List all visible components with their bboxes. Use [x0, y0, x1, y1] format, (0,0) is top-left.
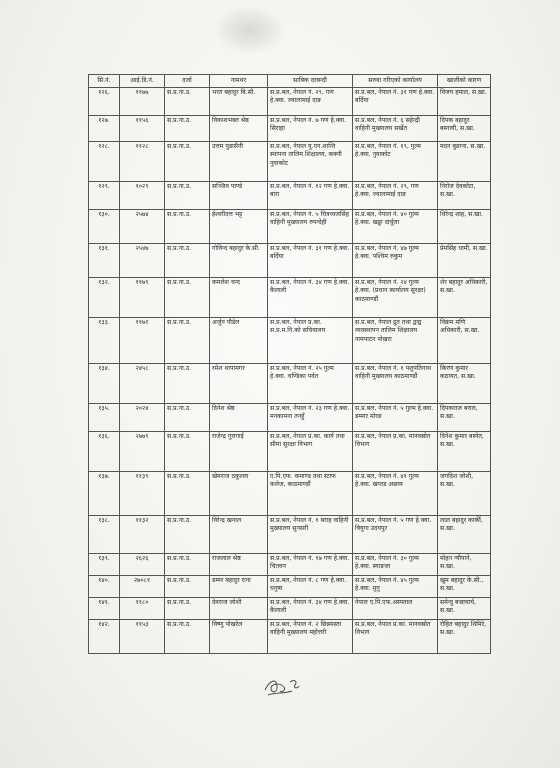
row-name: सञ्जिव पाण्डे	[210, 182, 268, 210]
row-previous-post: स.प्र.बल, नेपाल नं. २९, गण हे.क्वा. ज्वालामाई दाङ	[268, 88, 353, 116]
signature-mark	[262, 674, 302, 700]
row-transferred-office: स.प्र.बल, नेपाल नं. १९, गुल्म हे.क्वा. नुवाकोट	[353, 142, 438, 182]
row-serial: १३९.	[89, 554, 120, 576]
row-serial: १४२.	[89, 620, 120, 654]
row-serial: १३३.	[89, 318, 120, 364]
row-transferred-office: स.प्र.बल, नेपाल नं. ४१ गुल्म हे.क्वा. खप्तड अछाम	[353, 472, 438, 516]
row-previous-post: स.प्र.बल, नेपाल नं. १ बराह वाहिनी मुख्यालय सुनसरी	[268, 516, 353, 554]
row-rank: स.प्र.ना.उ.	[165, 598, 210, 620]
table-row	[89, 210, 491, 244]
row-previous-post: स.प्र.बल, नेपाल नं. १२ गण हे.क्वा. बारा	[268, 182, 353, 210]
row-id: ११८०	[120, 598, 165, 620]
row-rank: स.प्र.ना.उ.	[165, 364, 210, 404]
row-name: विकाशभक्त श्रेष्ठ	[210, 116, 268, 142]
row-rank: स.प्र.ना.उ.	[165, 182, 210, 210]
row-vacancy-reason: दिपकराज बराल, स.खा.	[438, 404, 491, 432]
row-previous-post: स.प्र.बल, नेपाल नं. ३४ गण हे.क्वा. कैलाली	[268, 278, 353, 318]
row-previous-post: स.प्र.बल, नेपाल नं. २३ गण हे.क्वा. मनकामना तनहुँ	[268, 404, 353, 432]
row-rank: स.प्र.ना.उ.	[165, 210, 210, 244]
row-name: देवराज जोशी	[210, 598, 268, 620]
row-previous-post: स.प्र.बल, नेपाल यु.एन.शान्ति स्थापना तालिम शिक्षालय, कक्नी नुवाकोट	[268, 142, 353, 182]
row-vacancy-reason: रोहित बहादुर थिमिरे, स.खा.	[438, 620, 491, 654]
row-name: विरेन्द्र खनाल	[210, 516, 268, 554]
row-vacancy-reason: दिपक बहादुर बस्नायी, स.खा.	[438, 116, 491, 142]
row-rank: स.प्र.ना.उ.	[165, 88, 210, 116]
row-name: डम्मर बहादुर राना	[210, 576, 268, 598]
row-rank: स.प्र.ना.उ.	[165, 318, 210, 364]
row-name: रमेश थापामगर	[210, 364, 268, 404]
table-row	[89, 142, 491, 182]
table-row	[89, 404, 491, 432]
row-vacancy-reason: निरोज देवकोटा, स.खा.	[438, 182, 491, 210]
row-name: गोविन्द बहादुर के.सी.	[210, 244, 268, 278]
table-row	[89, 516, 491, 554]
row-vacancy-reason: मोहन न्यौपाने, स.खा.	[438, 554, 491, 576]
row-transferred-office: स.प्र.बल, नेपाल नं. ४० गुल्म हे.क्वा. खड्डा दार्चुला	[353, 210, 438, 244]
transfer-table	[88, 74, 491, 654]
table-row	[89, 318, 491, 364]
row-rank: स.प्र.ना.उ.	[165, 142, 210, 182]
row-transferred-office: स.प्र.बल, नेपाल नं. ५ गुल्म हे.क्वा. डम्मार मोरङ	[353, 404, 438, 432]
row-vacancy-reason: लाल बहादुर कार्की, स.खा.	[438, 516, 491, 554]
row-serial: १४१.	[89, 598, 120, 620]
row-name: कमलेश चन्द	[210, 278, 268, 318]
row-transferred-office: स.प्र.बल, नेपाल नं. २९, गण हे.क्वा. ज्वालामाई दाङ	[353, 182, 438, 210]
row-id: २५७४	[120, 210, 165, 244]
row-previous-post: ए.पि.एफ. कमाण्ड तथा स्टाफ कलेज, काठमाण्डौं	[268, 472, 353, 516]
row-serial: १२६.	[89, 88, 120, 116]
row-serial: १३८.	[89, 516, 120, 554]
row-transferred-office: स.प्र.बल, नेपाल नं. ४७ गुल्म हे.क्वा. पश्चिम रुकुम	[353, 244, 438, 278]
table-row	[89, 432, 491, 472]
row-vacancy-reason: विजय हमाल, स.खा.	[438, 88, 491, 116]
row-id: २७०८१	[120, 576, 165, 598]
row-vacancy-reason: खुम बहादुर के.सी., स.खा.	[438, 576, 491, 598]
row-id: २७७९	[120, 432, 165, 472]
row-previous-post: स.प्र.बल, नेपाल प्र.का. स.प्र.म.नि.को सचिवालय	[268, 318, 353, 364]
row-previous-post: स.प्र.बल, नेपाल नं. ७ गण हे.क्वा. सिराहा	[268, 116, 353, 142]
table-row	[89, 598, 491, 620]
column-header-transferred-office: सरुवा गरिएको कार्यालय	[353, 75, 438, 88]
table-body	[89, 88, 491, 654]
row-vacancy-reason: दिनेश कुमार बस्नेत, स.खा.	[438, 432, 491, 472]
row-transferred-office: स.प्र.बल, नेपाल नं. ३० गुल्म हे.क्वा. स्याङजा	[353, 554, 438, 576]
row-transferred-office: स.प्र.बल, नेपाल द्रुत तथा द्वन्द्व व्यवस्थापन तालिम शिक्षालय नामपाटन पोखरा	[353, 318, 438, 364]
row-previous-post: स.प्र.बल, नेपाल नं. ५ चित्रध्वजसिंह वाहिनी मुख्यालय रुपन्देही	[268, 210, 353, 244]
row-previous-post: स.प्र.बल, नेपाल नं. ३४ गण हे.क्वा. कैलाली	[268, 598, 353, 620]
row-id: ११३९	[120, 472, 165, 516]
row-rank: स.प्र.ना.उ.	[165, 116, 210, 142]
row-transferred-office: स.प्र.बल, नेपाल नं. ६ सहेन्द्री वाहिनी मुख्यालय सर्खेत	[353, 116, 438, 142]
row-previous-post: स.प्र.बल, नेपाल नं. २५ गुल्म हे.क्वा. चण्डिका पर्वत	[268, 364, 353, 404]
column-header-id: आई.डि.नं.	[120, 75, 165, 88]
column-header-rank: दर्जा	[165, 75, 210, 88]
row-previous-post: स.प्र.बल, नेपाल प्र.का. कार्य तथा सीमा सुरक्षा विभाग	[268, 432, 353, 472]
row-id: १०२९	[120, 182, 165, 210]
row-serial: १३६.	[89, 432, 120, 472]
row-id: ११७२	[120, 318, 165, 364]
table-row	[89, 244, 491, 278]
row-name: दिनेश श्रेष्ठ	[210, 404, 268, 432]
table-row	[89, 554, 491, 576]
row-id: ११५३	[120, 620, 165, 654]
row-transferred-office: स.प्र.बल, नेपाल नं. ३१ गण हे.क्वा. बर्दिया	[353, 88, 438, 116]
row-name: उत्तम पुडासैनी	[210, 142, 268, 182]
row-serial: १३४.	[89, 364, 120, 404]
row-name: विष्णु पोखरेल	[210, 620, 268, 654]
row-serial: १४०.	[89, 576, 120, 598]
table-header-row	[89, 75, 491, 88]
row-id: ११३२	[120, 516, 165, 554]
row-serial: १३०.	[89, 210, 120, 244]
row-name: खेमराज ठकुल्ला	[210, 472, 268, 516]
row-vacancy-reason: विक्रम मणि अधिकारी, स.खा.	[438, 318, 491, 364]
row-name: ईश्वरीदत्त भट्ट	[210, 210, 268, 244]
table-row	[89, 182, 491, 210]
column-header-vacancy-reason: खालीको कारण	[438, 75, 491, 88]
row-vacancy-reason: किरण कुमार कठायत, स.खा.	[438, 364, 491, 404]
column-header-name: नामथर	[210, 75, 268, 88]
row-name: अर्जुन पौडेल	[210, 318, 268, 364]
row-transferred-office: स.प्र.बल, नेपाल नं. ५ गण हे.क्वा. त्रियुगा उदयपुर	[353, 516, 438, 554]
table-row	[89, 116, 491, 142]
row-serial: १३५.	[89, 404, 120, 432]
row-transferred-office: स.प्र.बल, नेपाल प्र.का. मानवस्रोत विभाग	[353, 432, 438, 472]
row-vacancy-reason: प्रेमसिंह धामी, स.खा.	[438, 244, 491, 278]
row-transferred-office: स.प्र.बल, नेपाल प्र.का. मानवस्रोत विभाग	[353, 620, 438, 654]
row-transferred-office: स.प्र.बल, नेपाल नं. ४५ गुल्म हे.क्वा. मुगु	[353, 576, 438, 598]
table-row	[89, 620, 491, 654]
row-transferred-office: नेपाल ए.पि.एफ.अस्पताल	[353, 598, 438, 620]
row-id: २५४७	[120, 244, 165, 278]
row-serial: १२९.	[89, 182, 120, 210]
row-serial: १२८.	[89, 142, 120, 182]
row-vacancy-reason: जगदिश जोशी, स.खा.	[438, 472, 491, 516]
row-previous-post: स.प्र.बल, नेपाल नं. ३१ गण हे.क्वा. बर्दिया	[268, 244, 353, 278]
row-id: २६२६	[120, 554, 165, 576]
column-header-serial: सि.नं.	[89, 75, 120, 88]
row-previous-post: स.प्र.बल, नेपाल नं. १७ गण हे.क्वा. चितवन	[268, 554, 353, 576]
row-previous-post: स.प्र.बल, नेपाल नं. २ छिन्नमस्ता वाहिनी मुख्यालय महोत्तरी	[268, 620, 353, 654]
row-rank: स.प्र.ना.उ.	[165, 472, 210, 516]
table-row	[89, 472, 491, 516]
row-transferred-office: स.प्र.बल, नेपाल नं. २४ गुल्म हे.क्वा. (प्रधान कार्यालय सुरक्षा) काठमाण्डौं	[353, 278, 438, 318]
row-id: २०२४	[120, 404, 165, 432]
row-name: राजलाल श्रेष्ठ	[210, 554, 268, 576]
row-serial: १३२.	[89, 278, 120, 318]
row-rank: स.प्र.ना.उ.	[165, 404, 210, 432]
row-vacancy-reason: शेर बहादुर अधिकारी, स.खा.	[438, 278, 491, 318]
row-id: ११७९	[120, 278, 165, 318]
row-vacancy-reason: मदन बुङाना, स.खा.	[438, 142, 491, 182]
row-previous-post: स.प्र.बल, नेपाल नं. ८ गण हे.क्वा. धनुषा	[268, 576, 353, 598]
row-vacancy-reason: धिरेन्द्र शाह, स.खा.	[438, 210, 491, 244]
table-row	[89, 88, 491, 116]
row-rank: स.प्र.ना.उ.	[165, 620, 210, 654]
row-rank: स.प्र.ना.उ.	[165, 554, 210, 576]
row-rank: स.प्र.ना.उ.	[165, 244, 210, 278]
row-rank: स.प्र.ना.उ.	[165, 432, 210, 472]
row-name: राजेन्द्र गुरागाई	[210, 432, 268, 472]
row-transferred-office: स.प्र.बल, नेपाल नं. १ पशुपतिनाथ वाहिनी मुख्यालय काठमाण्डौं	[353, 364, 438, 404]
row-id: २४५८	[120, 364, 165, 404]
table-row	[89, 364, 491, 404]
faded-stamp	[215, 6, 285, 54]
row-serial: १२७.	[89, 116, 120, 142]
table-row	[89, 278, 491, 318]
row-rank: स.प्र.ना.उ.	[165, 576, 210, 598]
row-vacancy-reason: समेन्दु बज्राचार्य, स.खा.	[438, 598, 491, 620]
row-id: ११२८	[120, 142, 165, 182]
row-serial: १३१.	[89, 244, 120, 278]
table-row	[89, 576, 491, 598]
row-rank: स.प्र.ना.उ.	[165, 278, 210, 318]
column-header-previous-post: साबिक दरबन्दी	[268, 75, 353, 88]
row-id: ११५६	[120, 116, 165, 142]
row-name: भरत बहादुर बि.सी.	[210, 88, 268, 116]
row-serial: १३७.	[89, 472, 120, 516]
row-rank: स.प्र.ना.उ.	[165, 516, 210, 554]
row-id: ११७७	[120, 88, 165, 116]
